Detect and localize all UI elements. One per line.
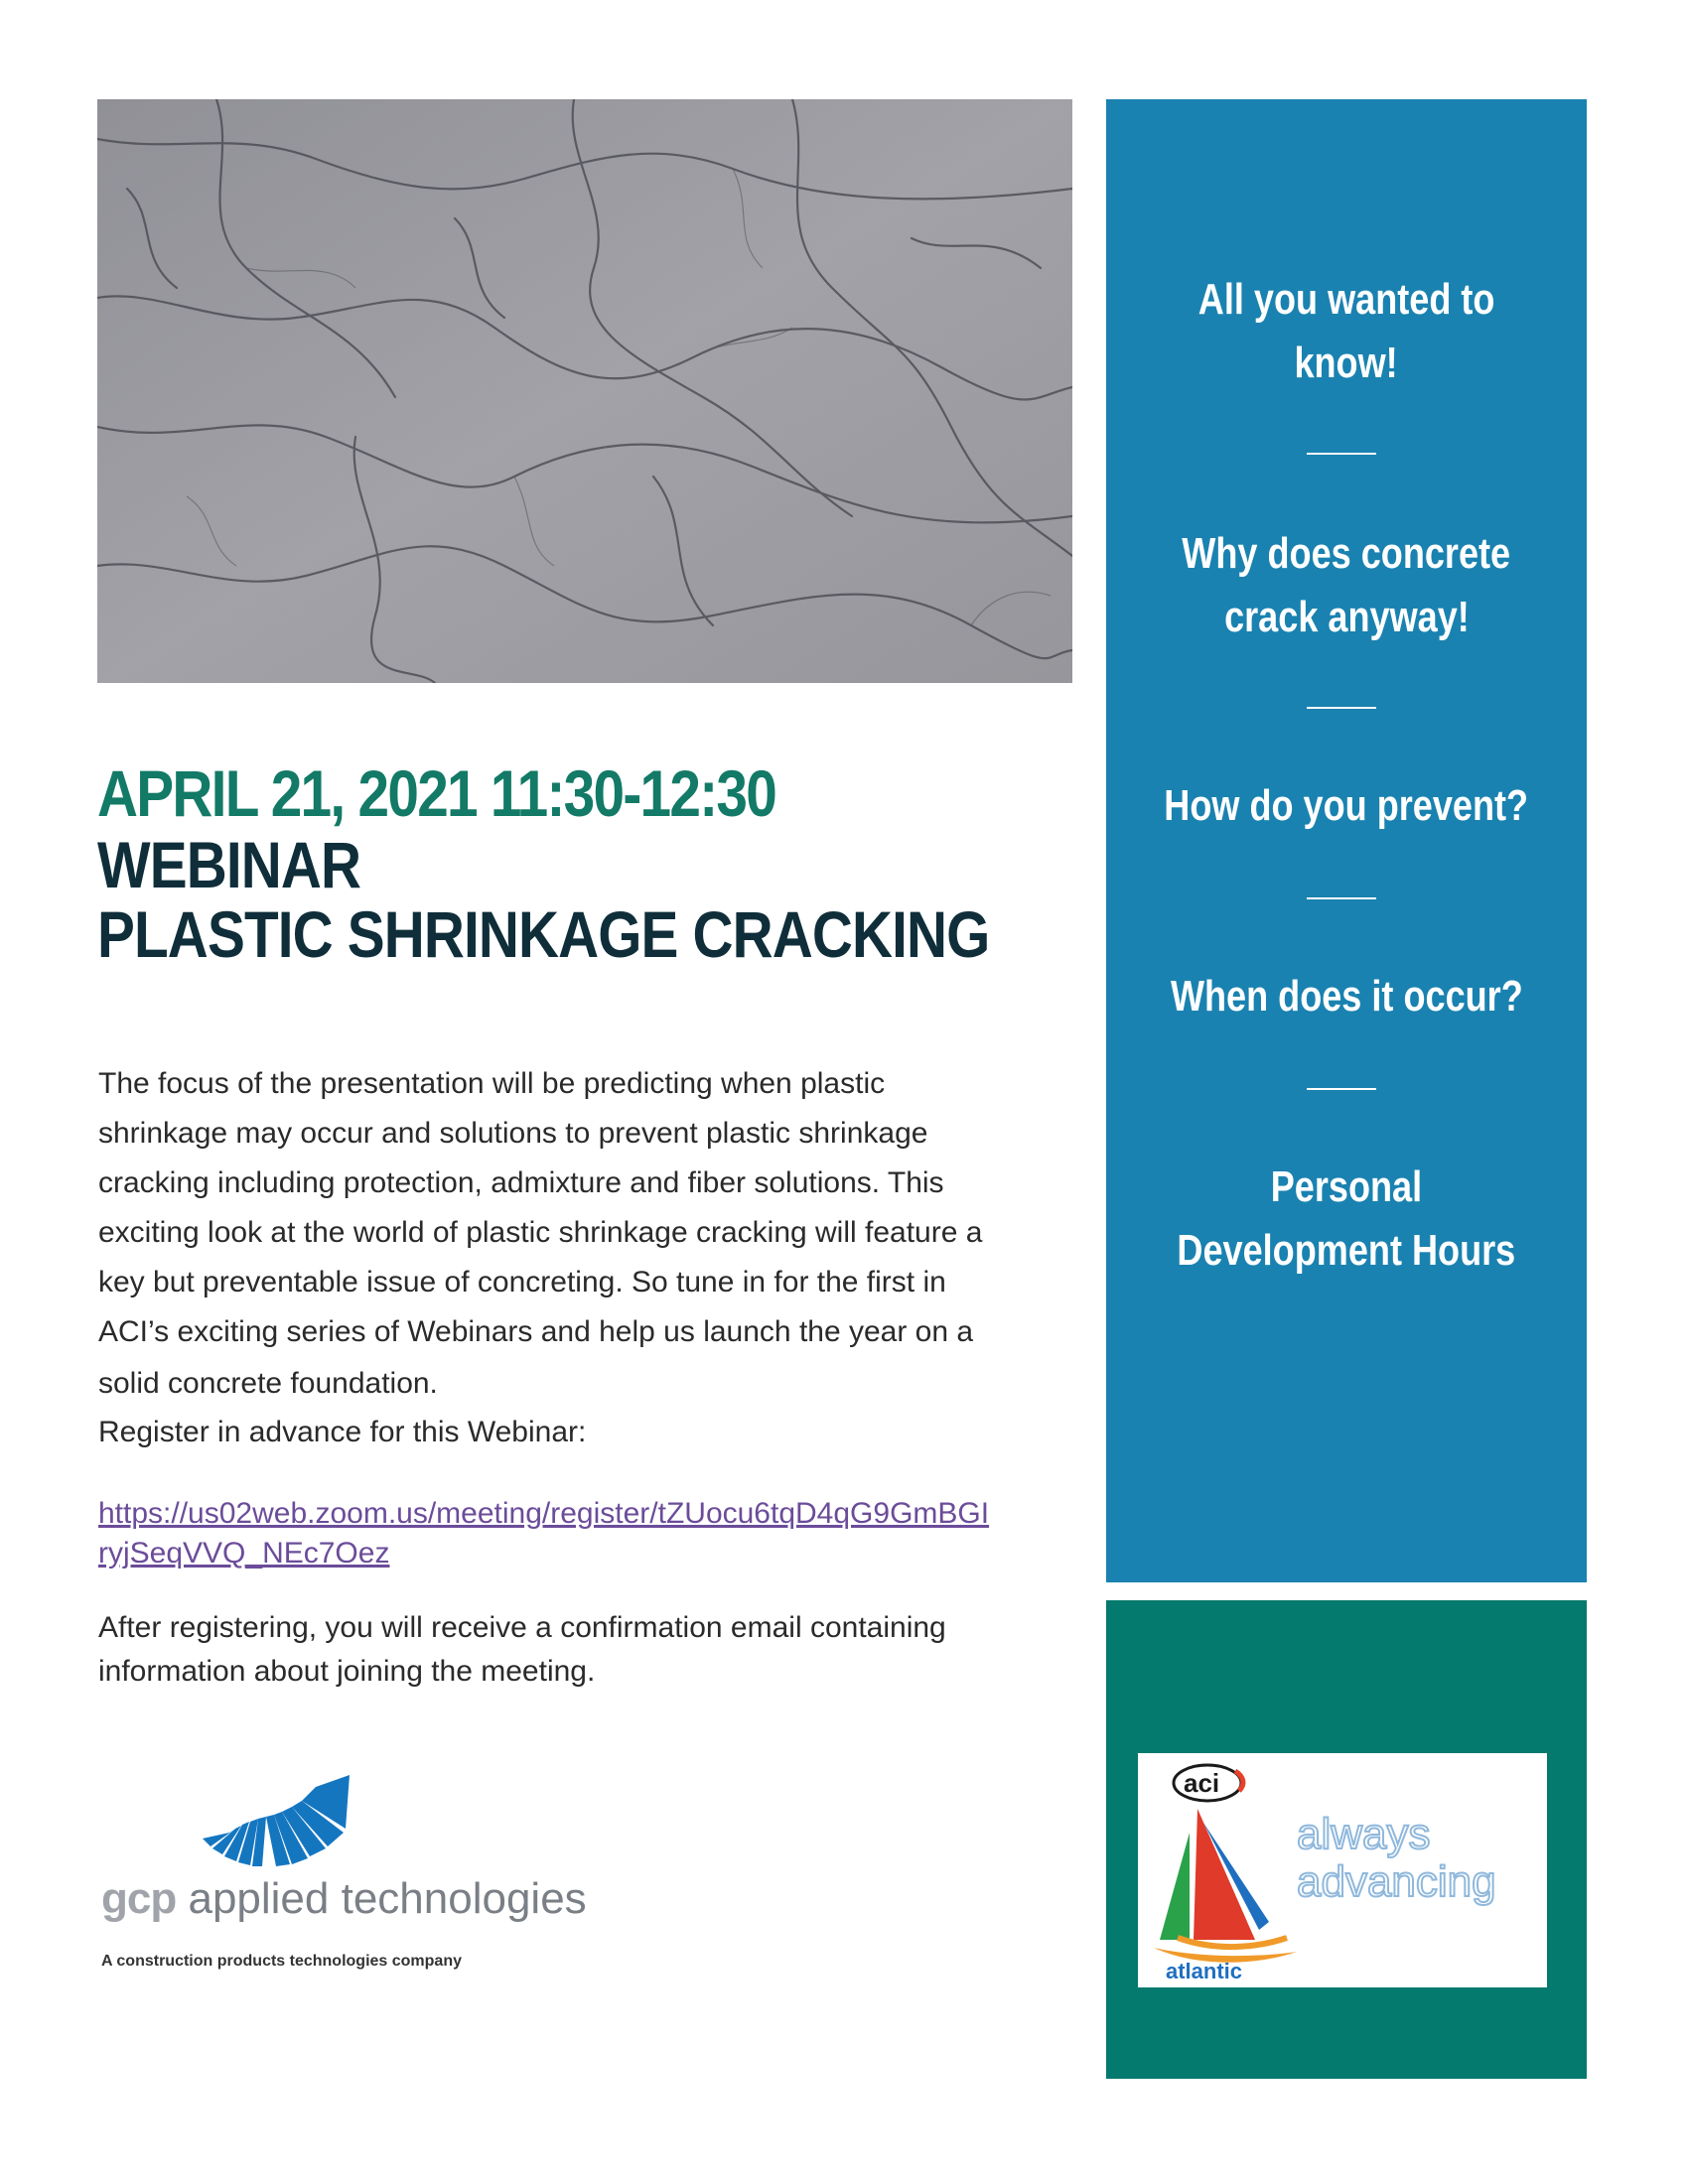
topic-divider [1307,707,1376,709]
registration-link-line: https://us02web.zoom.us/meeting/register/tZUocu6tqD4qG9GmBGI [98,1497,990,1530]
aci-region-text: atlantic [1166,1959,1243,1983]
topic-line: crack anyway! [1223,593,1470,641]
registration-link[interactable] [98,1494,1086,1573]
gcp-prefix: gcp [101,1874,177,1923]
aci-slogan-line: always [1297,1810,1431,1858]
register-label: Register in advance for this Webinar: [98,1416,587,1448]
topic-line: know! [1294,339,1399,387]
topic-line: All you wanted to [1197,275,1495,324]
gcp-fan-icon [167,1767,365,1876]
topic-line: Personal [1270,1162,1423,1211]
description-line: exciting look at the world of plastic shrinkage cracking will feature a [98,1216,983,1249]
description-line: cracking including protection, admixture and fiber solutions. This [98,1166,944,1199]
topic-divider [1307,897,1376,899]
topic-line: Development Hours [1177,1226,1516,1275]
topic-divider [1307,453,1376,455]
topic-divider [1307,1088,1376,1090]
description-line: ACI’s exciting series of Webinars and help us launch the year on a [98,1315,974,1348]
confirmation-note-line: After registering, you will receive a confirmation email containing [98,1611,946,1644]
topic-item [1106,522,1587,649]
aci-sailboat-logo [1138,1753,1547,1987]
event-type-title: WEBINAR [97,828,361,901]
concrete-crack-photo [97,99,1072,683]
aci-atlantic-logo [1138,1753,1547,1987]
topic-item [1106,774,1587,838]
topic-item [1106,268,1587,395]
description-paragraph [98,1059,1091,1409]
gcp-company-name: applied technologies [188,1874,587,1923]
aci-mark-text: aci [1184,1768,1220,1798]
topics-sidebar [1106,99,1587,1582]
confirmation-note-line: information about joining the meeting. [98,1655,596,1688]
description-line: shrinkage may occur and solutions to prevent plastic shrinkage [98,1117,928,1150]
description-line: key but preventable issue of concreting. So tune in for the first in [98,1266,946,1298]
sponsor-panel [1106,1600,1587,2079]
topic-line: When does it occur? [1170,972,1523,1021]
description-line: The focus of the presentation will be predicting when plastic [98,1067,886,1100]
event-date-time: APRIL 21, 2021 11:30-12:30 [97,756,776,830]
topic-item [1106,965,1587,1028]
gcp-wordmark [101,1874,587,1924]
topic-line: Why does concrete [1182,529,1511,578]
gcp-logo [97,1767,633,1976]
gcp-tagline: A construction products technologies company [101,1953,462,1970]
aci-slogan-line: advancing [1297,1857,1496,1906]
event-topic-title: PLASTIC SHRINKAGE CRACKING [97,897,990,971]
concrete-texture-image [97,99,1072,683]
event-heading [97,756,1070,969]
topic-line: How do you prevent? [1164,781,1529,830]
description-line: solid concrete foundation. [98,1367,438,1400]
topic-item [1106,1156,1587,1283]
confirmation-note [98,1606,1091,1694]
registration-link-line: ryjSeqVVQ_NEc7Oez [98,1537,390,1570]
